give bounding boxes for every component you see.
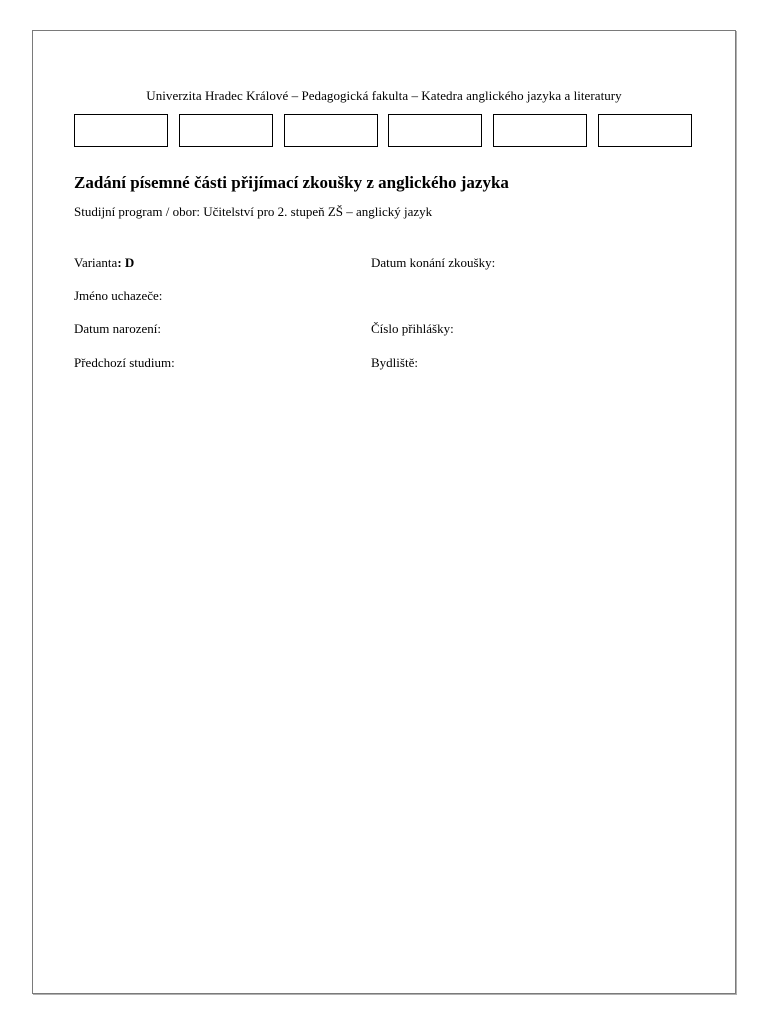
variant-colon: : xyxy=(117,255,125,270)
code-box-2[interactable] xyxy=(179,114,273,147)
code-box-1[interactable] xyxy=(74,114,168,147)
document-page xyxy=(32,30,736,994)
application-number-field: Číslo přihlášky: xyxy=(371,321,454,336)
code-box-row xyxy=(74,114,692,149)
document-title: Zadání písemné části přijímací zkoušky z anglického jazyka xyxy=(74,173,509,192)
variant-field xyxy=(74,255,134,271)
exam-date-field: Datum konání zkoušky: xyxy=(371,255,496,270)
variant-label: Varianta xyxy=(74,255,118,270)
birth-date-field: Datum narození: xyxy=(74,321,161,336)
institution-header: Univerzita Hradec Králové – Pedagogická fakulta – Katedra anglického jazyka a literatury xyxy=(146,88,622,103)
code-box-3[interactable] xyxy=(284,114,378,147)
residence-field: Bydliště: xyxy=(371,355,418,370)
code-box-6[interactable] xyxy=(598,114,692,147)
study-program: Studijní program / obor: Učitelství pro 2. stupeň ZŠ – anglický jazyk xyxy=(74,204,433,219)
applicant-name-field: Jméno uchazeče: xyxy=(74,288,163,303)
previous-study-field: Předchozí studium: xyxy=(74,355,175,370)
variant-value: D xyxy=(124,255,135,270)
code-box-5[interactable] xyxy=(493,114,587,147)
code-box-4[interactable] xyxy=(388,114,482,147)
